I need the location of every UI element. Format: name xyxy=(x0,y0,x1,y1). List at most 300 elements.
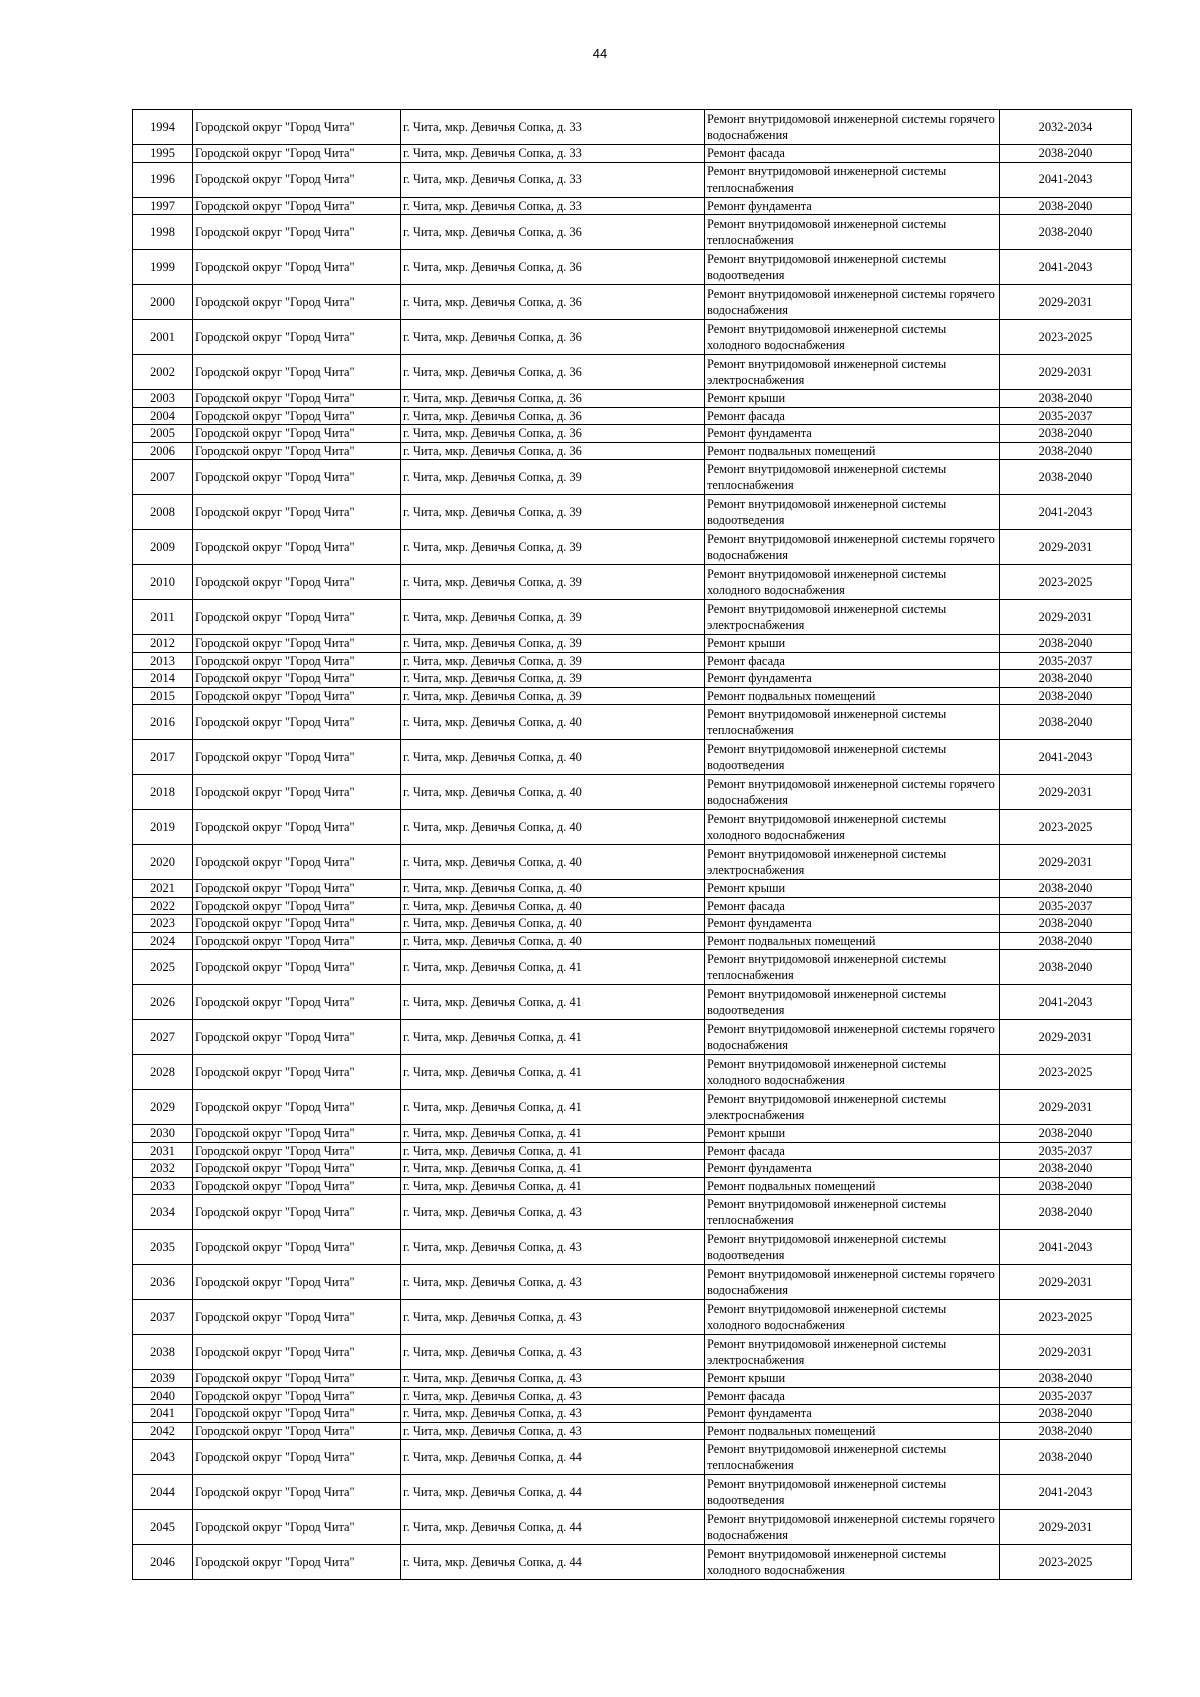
row-number-cell: 2039 xyxy=(133,1370,193,1388)
municipality-cell: Городской округ "Город Чита" xyxy=(193,1265,401,1300)
row-number-cell: 2018 xyxy=(133,775,193,810)
period-cell: 2038-2040 xyxy=(1000,1177,1132,1195)
period-cell: 2023-2025 xyxy=(1000,810,1132,845)
table-row xyxy=(133,740,1132,775)
period-cell: 2038-2040 xyxy=(1000,932,1132,950)
work-type-cell: Ремонт внутридомовой инженерной системы теплоснабжения xyxy=(705,950,1000,985)
address-cell: г. Чита, мкр. Девичья Сопка, д. 40 xyxy=(401,897,705,915)
municipality-cell: Городской округ "Город Чита" xyxy=(193,810,401,845)
table-row xyxy=(133,897,1132,915)
municipality-cell: Городской округ "Город Чита" xyxy=(193,215,401,250)
row-number-cell: 2040 xyxy=(133,1387,193,1405)
table-row xyxy=(133,162,1132,197)
address-cell: г. Чита, мкр. Девичья Сопка, д. 36 xyxy=(401,425,705,443)
table-row xyxy=(133,1510,1132,1545)
municipality-cell: Городской округ "Город Чита" xyxy=(193,1335,401,1370)
municipality-cell: Городской округ "Город Чита" xyxy=(193,425,401,443)
municipality-cell: Городской округ "Город Чита" xyxy=(193,407,401,425)
period-cell: 2035-2037 xyxy=(1000,652,1132,670)
municipality-cell: Городской округ "Город Чита" xyxy=(193,845,401,880)
period-cell: 2041-2043 xyxy=(1000,162,1132,197)
period-cell: 2023-2025 xyxy=(1000,320,1132,355)
period-cell: 2038-2040 xyxy=(1000,1160,1132,1178)
municipality-cell: Городской округ "Город Чита" xyxy=(193,1405,401,1423)
period-cell: 2023-2025 xyxy=(1000,1055,1132,1090)
row-number-cell: 2016 xyxy=(133,705,193,740)
period-cell: 2029-2031 xyxy=(1000,1090,1132,1125)
work-type-cell: Ремонт внутридомовой инженерной системы теплоснабжения xyxy=(705,1195,1000,1230)
period-cell: 2029-2031 xyxy=(1000,530,1132,565)
row-number-cell: 2020 xyxy=(133,845,193,880)
period-cell: 2038-2040 xyxy=(1000,425,1132,443)
period-cell: 2038-2040 xyxy=(1000,197,1132,215)
table-row xyxy=(133,600,1132,635)
municipality-cell: Городской округ "Город Чита" xyxy=(193,285,401,320)
work-type-cell: Ремонт внутридомовой инженерной системы холодного водоснабжения xyxy=(705,810,1000,845)
work-type-cell: Ремонт внутридомовой инженерной системы холодного водоснабжения xyxy=(705,1545,1000,1580)
address-cell: г. Чита, мкр. Девичья Сопка, д. 41 xyxy=(401,950,705,985)
address-cell: г. Чита, мкр. Девичья Сопка, д. 39 xyxy=(401,530,705,565)
period-cell: 2035-2037 xyxy=(1000,407,1132,425)
address-cell: г. Чита, мкр. Девичья Сопка, д. 33 xyxy=(401,110,705,145)
municipality-cell: Городской округ "Город Чита" xyxy=(193,1020,401,1055)
period-cell: 2038-2040 xyxy=(1000,442,1132,460)
table-row xyxy=(133,950,1132,985)
address-cell: г. Чита, мкр. Девичья Сопка, д. 36 xyxy=(401,320,705,355)
table-row xyxy=(133,1545,1132,1580)
municipality-cell: Городской округ "Город Чита" xyxy=(193,145,401,163)
address-cell: г. Чита, мкр. Девичья Сопка, д. 40 xyxy=(401,932,705,950)
period-cell: 2035-2037 xyxy=(1000,1142,1132,1160)
address-cell: г. Чита, мкр. Девичья Сопка, д. 43 xyxy=(401,1300,705,1335)
address-cell: г. Чита, мкр. Девичья Сопка, д. 43 xyxy=(401,1422,705,1440)
table-row xyxy=(133,565,1132,600)
municipality-cell: Городской округ "Город Чита" xyxy=(193,1510,401,1545)
address-cell: г. Чита, мкр. Девичья Сопка, д. 39 xyxy=(401,565,705,600)
municipality-cell: Городской округ "Город Чита" xyxy=(193,705,401,740)
municipality-cell: Городской округ "Город Чита" xyxy=(193,985,401,1020)
table-row xyxy=(133,845,1132,880)
work-type-cell: Ремонт крыши xyxy=(705,635,1000,653)
period-cell: 2038-2040 xyxy=(1000,215,1132,250)
municipality-cell: Городской округ "Город Чита" xyxy=(193,355,401,390)
table-row xyxy=(133,652,1132,670)
table-row xyxy=(133,1125,1132,1143)
period-cell: 2029-2031 xyxy=(1000,1020,1132,1055)
row-number-cell: 2035 xyxy=(133,1230,193,1265)
row-number-cell: 2003 xyxy=(133,390,193,408)
work-type-cell: Ремонт внутридомовой инженерной системы холодного водоснабжения xyxy=(705,1300,1000,1335)
municipality-cell: Городской округ "Город Чита" xyxy=(193,110,401,145)
table-row xyxy=(133,495,1132,530)
municipality-cell: Городской округ "Город Чита" xyxy=(193,950,401,985)
address-cell: г. Чита, мкр. Девичья Сопка, д. 39 xyxy=(401,687,705,705)
period-cell: 2035-2037 xyxy=(1000,897,1132,915)
period-cell: 2029-2031 xyxy=(1000,600,1132,635)
row-number-cell: 2022 xyxy=(133,897,193,915)
address-cell: г. Чита, мкр. Девичья Сопка, д. 39 xyxy=(401,652,705,670)
row-number-cell: 2019 xyxy=(133,810,193,845)
row-number-cell: 2001 xyxy=(133,320,193,355)
table-row xyxy=(133,1370,1132,1388)
table-row xyxy=(133,810,1132,845)
table-row xyxy=(133,775,1132,810)
period-cell: 2038-2040 xyxy=(1000,145,1132,163)
address-cell: г. Чита, мкр. Девичья Сопка, д. 36 xyxy=(401,250,705,285)
row-number-cell: 2013 xyxy=(133,652,193,670)
address-cell: г. Чита, мкр. Девичья Сопка, д. 41 xyxy=(401,985,705,1020)
address-cell: г. Чита, мкр. Девичья Сопка, д. 36 xyxy=(401,285,705,320)
period-cell: 2038-2040 xyxy=(1000,1195,1132,1230)
period-cell: 2032-2034 xyxy=(1000,110,1132,145)
address-cell: г. Чита, мкр. Девичья Сопка, д. 39 xyxy=(401,460,705,495)
table-row xyxy=(133,880,1132,898)
table-row xyxy=(133,1265,1132,1300)
work-type-cell: Ремонт внутридомовой инженерной системы водоотведения xyxy=(705,1230,1000,1265)
row-number-cell: 2009 xyxy=(133,530,193,565)
municipality-cell: Городской округ "Город Чита" xyxy=(193,1300,401,1335)
table-row xyxy=(133,1055,1132,1090)
work-type-cell: Ремонт фасада xyxy=(705,1387,1000,1405)
work-type-cell: Ремонт фундамента xyxy=(705,425,1000,443)
row-number-cell: 2046 xyxy=(133,1545,193,1580)
row-number-cell: 2027 xyxy=(133,1020,193,1055)
row-number-cell: 2011 xyxy=(133,600,193,635)
municipality-cell: Городской округ "Город Чита" xyxy=(193,442,401,460)
table-row xyxy=(133,635,1132,653)
address-cell: г. Чита, мкр. Девичья Сопка, д. 40 xyxy=(401,915,705,933)
work-type-cell: Ремонт внутридомовой инженерной системы теплоснабжения xyxy=(705,460,1000,495)
row-number-cell: 2025 xyxy=(133,950,193,985)
row-number-cell: 2024 xyxy=(133,932,193,950)
municipality-cell: Городской округ "Город Чита" xyxy=(193,250,401,285)
repair-schedule-table xyxy=(132,109,1132,1580)
municipality-cell: Городской округ "Город Чита" xyxy=(193,460,401,495)
table-body xyxy=(133,110,1132,1580)
address-cell: г. Чита, мкр. Девичья Сопка, д. 43 xyxy=(401,1387,705,1405)
address-cell: г. Чита, мкр. Девичья Сопка, д. 33 xyxy=(401,197,705,215)
row-number-cell: 1996 xyxy=(133,162,193,197)
address-cell: г. Чита, мкр. Девичья Сопка, д. 33 xyxy=(401,162,705,197)
work-type-cell: Ремонт внутридомовой инженерной системы горячего водоснабжения xyxy=(705,775,1000,810)
row-number-cell: 2014 xyxy=(133,670,193,688)
table-row xyxy=(133,1160,1132,1178)
municipality-cell: Городской округ "Город Чита" xyxy=(193,530,401,565)
table-row xyxy=(133,460,1132,495)
municipality-cell: Городской округ "Город Чита" xyxy=(193,565,401,600)
address-cell: г. Чита, мкр. Девичья Сопка, д. 43 xyxy=(401,1370,705,1388)
work-type-cell: Ремонт внутридомовой инженерной системы электроснабжения xyxy=(705,600,1000,635)
period-cell: 2023-2025 xyxy=(1000,1545,1132,1580)
row-number-cell: 2008 xyxy=(133,495,193,530)
row-number-cell: 2045 xyxy=(133,1510,193,1545)
row-number-cell: 2037 xyxy=(133,1300,193,1335)
municipality-cell: Городской округ "Город Чита" xyxy=(193,495,401,530)
row-number-cell: 2002 xyxy=(133,355,193,390)
work-type-cell: Ремонт подвальных помещений xyxy=(705,687,1000,705)
work-type-cell: Ремонт фасада xyxy=(705,897,1000,915)
row-number-cell: 2034 xyxy=(133,1195,193,1230)
municipality-cell: Городской округ "Город Чита" xyxy=(193,1195,401,1230)
work-type-cell: Ремонт внутридомовой инженерной системы теплоснабжения xyxy=(705,1440,1000,1475)
row-number-cell: 2043 xyxy=(133,1440,193,1475)
period-cell: 2029-2031 xyxy=(1000,285,1132,320)
work-type-cell: Ремонт фасада xyxy=(705,652,1000,670)
table-row xyxy=(133,285,1132,320)
period-cell: 2041-2043 xyxy=(1000,1475,1132,1510)
address-cell: г. Чита, мкр. Девичья Сопка, д. 40 xyxy=(401,775,705,810)
work-type-cell: Ремонт внутридомовой инженерной системы водоотведения xyxy=(705,985,1000,1020)
address-cell: г. Чита, мкр. Девичья Сопка, д. 41 xyxy=(401,1020,705,1055)
municipality-cell: Городской округ "Город Чита" xyxy=(193,775,401,810)
period-cell: 2029-2031 xyxy=(1000,1265,1132,1300)
table-row xyxy=(133,1387,1132,1405)
table-row xyxy=(133,407,1132,425)
municipality-cell: Городской округ "Город Чита" xyxy=(193,915,401,933)
municipality-cell: Городской округ "Город Чита" xyxy=(193,1545,401,1580)
address-cell: г. Чита, мкр. Девичья Сопка, д. 41 xyxy=(401,1090,705,1125)
row-number-cell: 1999 xyxy=(133,250,193,285)
period-cell: 2041-2043 xyxy=(1000,495,1132,530)
row-number-cell: 1994 xyxy=(133,110,193,145)
address-cell: г. Чита, мкр. Девичья Сопка, д. 39 xyxy=(401,635,705,653)
municipality-cell: Городской округ "Город Чита" xyxy=(193,1475,401,1510)
table-row xyxy=(133,1195,1132,1230)
period-cell: 2038-2040 xyxy=(1000,687,1132,705)
address-cell: г. Чита, мкр. Девичья Сопка, д. 40 xyxy=(401,705,705,740)
address-cell: г. Чита, мкр. Девичья Сопка, д. 40 xyxy=(401,810,705,845)
period-cell: 2038-2040 xyxy=(1000,705,1132,740)
work-type-cell: Ремонт внутридомовой инженерной системы холодного водоснабжения xyxy=(705,1055,1000,1090)
table-row xyxy=(133,1475,1132,1510)
address-cell: г. Чита, мкр. Девичья Сопка, д. 41 xyxy=(401,1125,705,1143)
work-type-cell: Ремонт фасада xyxy=(705,1142,1000,1160)
address-cell: г. Чита, мкр. Девичья Сопка, д. 40 xyxy=(401,740,705,775)
municipality-cell: Городской округ "Город Чита" xyxy=(193,687,401,705)
address-cell: г. Чита, мкр. Девичья Сопка, д. 40 xyxy=(401,880,705,898)
municipality-cell: Городской округ "Город Чита" xyxy=(193,1422,401,1440)
work-type-cell: Ремонт внутридомовой инженерной системы горячего водоснабжения xyxy=(705,110,1000,145)
period-cell: 2023-2025 xyxy=(1000,565,1132,600)
municipality-cell: Городской округ "Город Чита" xyxy=(193,1387,401,1405)
municipality-cell: Городской округ "Город Чита" xyxy=(193,1125,401,1143)
table-row xyxy=(133,705,1132,740)
work-type-cell: Ремонт крыши xyxy=(705,390,1000,408)
municipality-cell: Городской округ "Город Чита" xyxy=(193,652,401,670)
row-number-cell: 2030 xyxy=(133,1125,193,1143)
table-row xyxy=(133,1090,1132,1125)
municipality-cell: Городской округ "Город Чита" xyxy=(193,880,401,898)
municipality-cell: Городской округ "Город Чита" xyxy=(193,635,401,653)
address-cell: г. Чита, мкр. Девичья Сопка, д. 44 xyxy=(401,1545,705,1580)
address-cell: г. Чита, мкр. Девичья Сопка, д. 44 xyxy=(401,1510,705,1545)
table-row xyxy=(133,110,1132,145)
work-type-cell: Ремонт подвальных помещений xyxy=(705,1177,1000,1195)
row-number-cell: 2044 xyxy=(133,1475,193,1510)
row-number-cell: 2006 xyxy=(133,442,193,460)
period-cell: 2029-2031 xyxy=(1000,845,1132,880)
row-number-cell: 2023 xyxy=(133,915,193,933)
address-cell: г. Чита, мкр. Девичья Сопка, д. 36 xyxy=(401,407,705,425)
row-number-cell: 2032 xyxy=(133,1160,193,1178)
row-number-cell: 2000 xyxy=(133,285,193,320)
work-type-cell: Ремонт внутридомовой инженерной системы водоотведения xyxy=(705,495,1000,530)
address-cell: г. Чита, мкр. Девичья Сопка, д. 36 xyxy=(401,442,705,460)
municipality-cell: Городской округ "Город Чита" xyxy=(193,897,401,915)
table-row xyxy=(133,670,1132,688)
work-type-cell: Ремонт фундамента xyxy=(705,670,1000,688)
work-type-cell: Ремонт внутридомовой инженерной системы холодного водоснабжения xyxy=(705,565,1000,600)
period-cell: 2029-2031 xyxy=(1000,775,1132,810)
period-cell: 2038-2040 xyxy=(1000,915,1132,933)
address-cell: г. Чита, мкр. Девичья Сопка, д. 43 xyxy=(401,1265,705,1300)
address-cell: г. Чита, мкр. Девичья Сопка, д. 36 xyxy=(401,215,705,250)
row-number-cell: 2029 xyxy=(133,1090,193,1125)
work-type-cell: Ремонт внутридомовой инженерной системы теплоснабжения xyxy=(705,215,1000,250)
row-number-cell: 1997 xyxy=(133,197,193,215)
table-row xyxy=(133,1142,1132,1160)
period-cell: 2041-2043 xyxy=(1000,985,1132,1020)
work-type-cell: Ремонт внутридомовой инженерной системы горячего водоснабжения xyxy=(705,530,1000,565)
municipality-cell: Городской округ "Город Чита" xyxy=(193,1440,401,1475)
table-row xyxy=(133,915,1132,933)
table-row xyxy=(133,390,1132,408)
work-type-cell: Ремонт внутридомовой инженерной системы водоотведения xyxy=(705,1475,1000,1510)
row-number-cell: 1995 xyxy=(133,145,193,163)
address-cell: г. Чита, мкр. Девичья Сопка, д. 44 xyxy=(401,1440,705,1475)
work-type-cell: Ремонт фундамента xyxy=(705,915,1000,933)
address-cell: г. Чита, мкр. Девичья Сопка, д. 33 xyxy=(401,145,705,163)
row-number-cell: 2036 xyxy=(133,1265,193,1300)
municipality-cell: Городской округ "Город Чита" xyxy=(193,1177,401,1195)
table-row xyxy=(133,1230,1132,1265)
address-cell: г. Чита, мкр. Девичья Сопка, д. 43 xyxy=(401,1195,705,1230)
municipality-cell: Городской округ "Город Чита" xyxy=(193,932,401,950)
period-cell: 2041-2043 xyxy=(1000,740,1132,775)
work-type-cell: Ремонт внутридомовой инженерной системы электроснабжения xyxy=(705,845,1000,880)
row-number-cell: 2010 xyxy=(133,565,193,600)
period-cell: 2038-2040 xyxy=(1000,1125,1132,1143)
municipality-cell: Городской округ "Город Чита" xyxy=(193,740,401,775)
row-number-cell: 2038 xyxy=(133,1335,193,1370)
work-type-cell: Ремонт внутридомовой инженерной системы электроснабжения xyxy=(705,1090,1000,1125)
period-cell: 2035-2037 xyxy=(1000,1387,1132,1405)
row-number-cell: 2017 xyxy=(133,740,193,775)
work-type-cell: Ремонт внутридомовой инженерной системы холодного водоснабжения xyxy=(705,320,1000,355)
work-type-cell: Ремонт внутридомовой инженерной системы горячего водоснабжения xyxy=(705,1510,1000,1545)
period-cell: 2038-2040 xyxy=(1000,1405,1132,1423)
table-row xyxy=(133,197,1132,215)
period-cell: 2023-2025 xyxy=(1000,1300,1132,1335)
table-row xyxy=(133,530,1132,565)
row-number-cell: 2042 xyxy=(133,1422,193,1440)
page-number: 44 xyxy=(592,46,608,61)
period-cell: 2029-2031 xyxy=(1000,1510,1132,1545)
table-row xyxy=(133,1405,1132,1423)
address-cell: г. Чита, мкр. Девичья Сопка, д. 40 xyxy=(401,845,705,880)
table-row xyxy=(133,425,1132,443)
work-type-cell: Ремонт внутридомовой инженерной системы горячего водоснабжения xyxy=(705,285,1000,320)
row-number-cell: 1998 xyxy=(133,215,193,250)
table-row xyxy=(133,1020,1132,1055)
work-type-cell: Ремонт крыши xyxy=(705,1370,1000,1388)
work-type-cell: Ремонт внутридомовой инженерной системы электроснабжения xyxy=(705,355,1000,390)
address-cell: г. Чита, мкр. Девичья Сопка, д. 36 xyxy=(401,390,705,408)
table-row xyxy=(133,215,1132,250)
period-cell: 2029-2031 xyxy=(1000,355,1132,390)
period-cell: 2041-2043 xyxy=(1000,1230,1132,1265)
period-cell: 2038-2040 xyxy=(1000,1422,1132,1440)
period-cell: 2038-2040 xyxy=(1000,950,1132,985)
work-type-cell: Ремонт внутридомовой инженерной системы теплоснабжения xyxy=(705,705,1000,740)
address-cell: г. Чита, мкр. Девичья Сопка, д. 43 xyxy=(401,1230,705,1265)
address-cell: г. Чита, мкр. Девичья Сопка, д. 44 xyxy=(401,1475,705,1510)
table-row xyxy=(133,1422,1132,1440)
address-cell: г. Чита, мкр. Девичья Сопка, д. 36 xyxy=(401,355,705,390)
work-type-cell: Ремонт внутридомовой инженерной системы электроснабжения xyxy=(705,1335,1000,1370)
period-cell: 2038-2040 xyxy=(1000,1440,1132,1475)
work-type-cell: Ремонт крыши xyxy=(705,880,1000,898)
work-type-cell: Ремонт фасада xyxy=(705,145,1000,163)
work-type-cell: Ремонт внутридомовой инженерной системы водоотведения xyxy=(705,740,1000,775)
period-cell: 2038-2040 xyxy=(1000,1370,1132,1388)
work-type-cell: Ремонт фасада xyxy=(705,407,1000,425)
period-cell: 2038-2040 xyxy=(1000,390,1132,408)
address-cell: г. Чита, мкр. Девичья Сопка, д. 41 xyxy=(401,1177,705,1195)
municipality-cell: Городской округ "Город Чита" xyxy=(193,600,401,635)
work-type-cell: Ремонт фундамента xyxy=(705,197,1000,215)
address-cell: г. Чита, мкр. Девичья Сопка, д. 43 xyxy=(401,1335,705,1370)
row-number-cell: 2005 xyxy=(133,425,193,443)
table-row xyxy=(133,250,1132,285)
row-number-cell: 2015 xyxy=(133,687,193,705)
municipality-cell: Городской округ "Город Чита" xyxy=(193,390,401,408)
municipality-cell: Городской округ "Город Чита" xyxy=(193,162,401,197)
row-number-cell: 2012 xyxy=(133,635,193,653)
work-type-cell: Ремонт фундамента xyxy=(705,1405,1000,1423)
table-row xyxy=(133,145,1132,163)
table-row xyxy=(133,1177,1132,1195)
address-cell: г. Чита, мкр. Девичья Сопка, д. 43 xyxy=(401,1405,705,1423)
row-number-cell: 2026 xyxy=(133,985,193,1020)
table-row xyxy=(133,355,1132,390)
work-type-cell: Ремонт внутридомовой инженерной системы водоотведения xyxy=(705,250,1000,285)
work-type-cell: Ремонт крыши xyxy=(705,1125,1000,1143)
row-number-cell: 2041 xyxy=(133,1405,193,1423)
address-cell: г. Чита, мкр. Девичья Сопка, д. 39 xyxy=(401,670,705,688)
row-number-cell: 2031 xyxy=(133,1142,193,1160)
period-cell: 2041-2043 xyxy=(1000,250,1132,285)
row-number-cell: 2033 xyxy=(133,1177,193,1195)
table-row xyxy=(133,687,1132,705)
municipality-cell: Городской округ "Город Чита" xyxy=(193,1142,401,1160)
row-number-cell: 2004 xyxy=(133,407,193,425)
table-row xyxy=(133,932,1132,950)
work-type-cell: Ремонт внутридомовой инженерной системы горячего водоснабжения xyxy=(705,1265,1000,1300)
municipality-cell: Городской округ "Город Чита" xyxy=(193,197,401,215)
municipality-cell: Городской округ "Город Чита" xyxy=(193,320,401,355)
row-number-cell: 2021 xyxy=(133,880,193,898)
period-cell: 2029-2031 xyxy=(1000,1335,1132,1370)
period-cell: 2038-2040 xyxy=(1000,880,1132,898)
table-row xyxy=(133,320,1132,355)
address-cell: г. Чита, мкр. Девичья Сопка, д. 39 xyxy=(401,495,705,530)
address-cell: г. Чита, мкр. Девичья Сопка, д. 41 xyxy=(401,1160,705,1178)
work-type-cell: Ремонт внутридомовой инженерной системы теплоснабжения xyxy=(705,162,1000,197)
address-cell: г. Чита, мкр. Девичья Сопка, д. 41 xyxy=(401,1055,705,1090)
table-row xyxy=(133,985,1132,1020)
row-number-cell: 2028 xyxy=(133,1055,193,1090)
